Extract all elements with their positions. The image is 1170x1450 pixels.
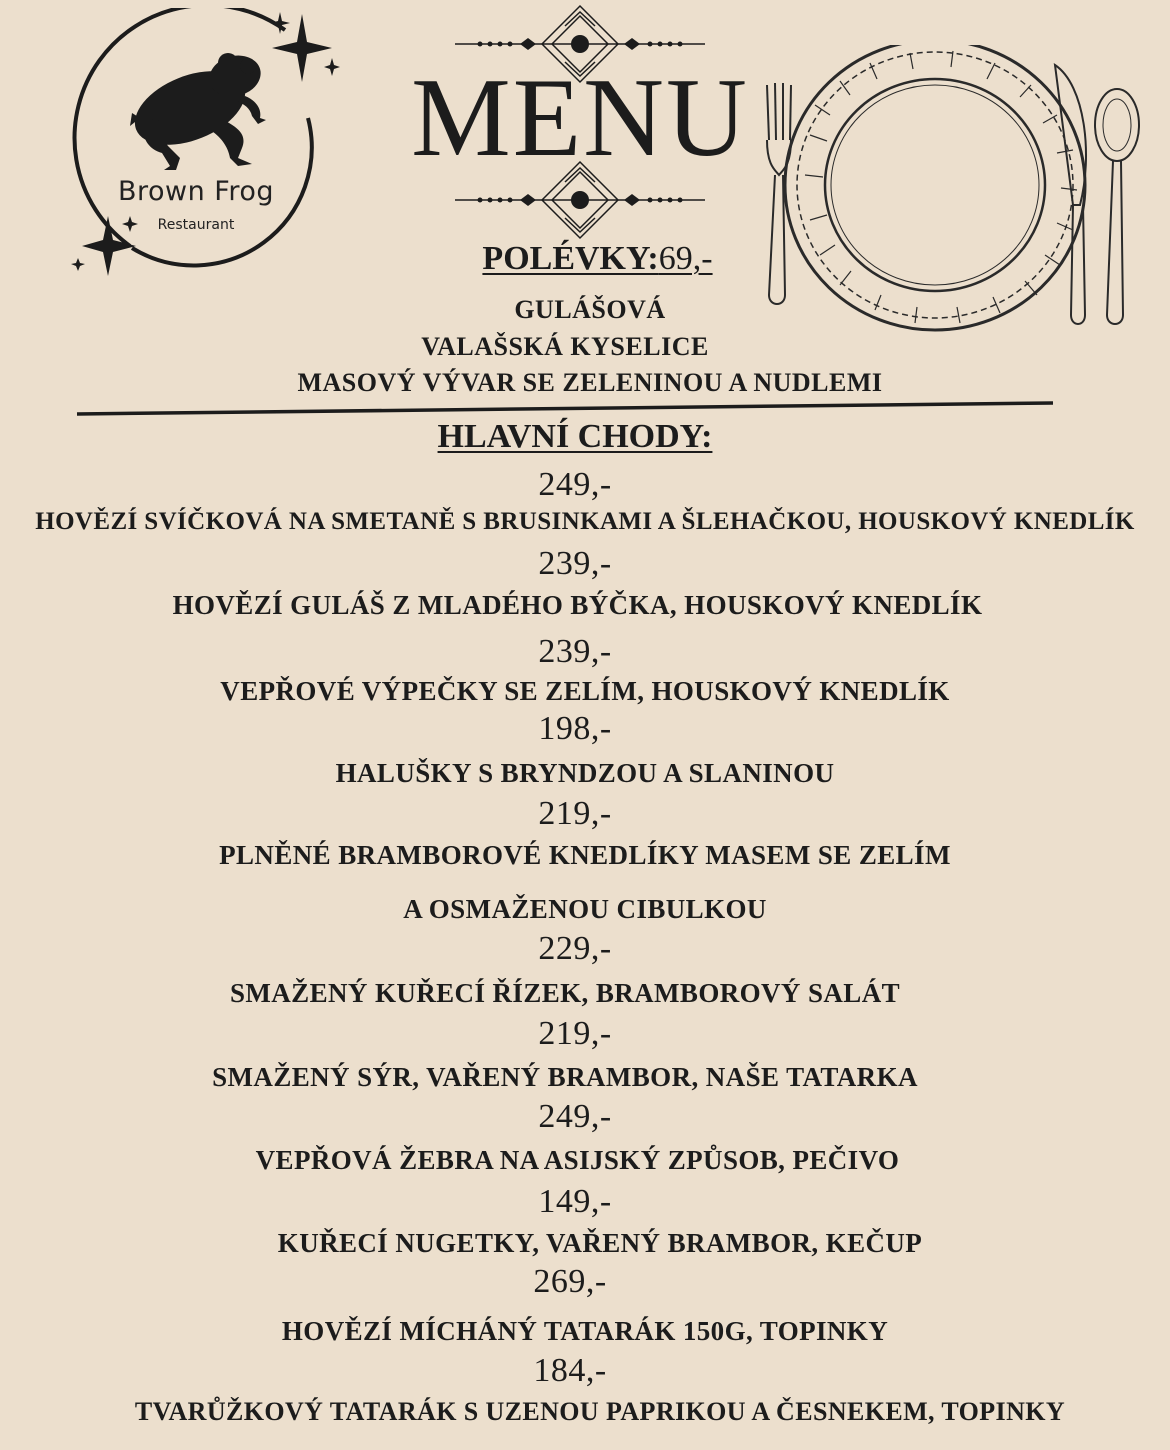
dish-price: 269,-	[533, 1263, 607, 1300]
dish-price: 249,-	[538, 1098, 612, 1135]
ornament-bottom-icon	[420, 160, 740, 240]
dish-name: SMAŽENÝ KUŘECÍ ŘÍZEK, BRAMBOROVÝ SALÁT	[229, 978, 901, 1008]
dish-price: 239,-	[538, 545, 612, 582]
frog-icon	[124, 50, 266, 170]
soup-item: MASOVÝ VÝVAR SE ZELENINOU A NUDLEMI	[297, 368, 883, 397]
menu-title: MENU	[411, 56, 749, 180]
dish-price: 149,-	[538, 1183, 612, 1220]
dish-price: 249,-	[538, 466, 612, 503]
soup-item: VALAŠSKÁ KYSELICE	[421, 332, 709, 361]
dish-name: VEPŘOVÁ ŽEBRA NA ASIJSKÝ ZPŮSOB, PEČIVO	[255, 1145, 900, 1175]
dish-price: 184,-	[533, 1352, 607, 1389]
dish-name: HOVĚZÍ MÍCHÁNÝ TATARÁK 150G, TOPINKY	[281, 1316, 889, 1346]
dish-name: PLNĚNÉ BRAMBOROVÉ KNEDLÍKY MASEM SE ZELÍM	[219, 840, 951, 870]
logo-name: Brown Frog	[117, 176, 275, 207]
mains-heading: HLAVNÍ CHODY:	[437, 418, 713, 455]
dish-name: HALUŠKY S BRYNDZOU A SLANINOU	[335, 758, 835, 788]
logo-subtitle: Restaurant	[157, 217, 235, 233]
dish-name: SMAŽENÝ SÝR, VAŘENÝ BRAMBOR, NAŠE TATARKA	[212, 1062, 918, 1092]
logo-ring	[70, 8, 350, 278]
dish-name: KUŘECÍ NUGETKY, VAŘENÝ BRAMBOR, KEČUP	[277, 1228, 923, 1258]
restaurant-logo	[70, 8, 350, 278]
plate-icon	[785, 45, 1085, 330]
spoon-icon	[1095, 89, 1139, 324]
dish-price: 198,-	[538, 710, 612, 747]
dish-name: HOVĚZÍ GULÁŠ Z MLADÉHO BÝČKA, HOUSKOVÝ KNEDLÍK	[172, 590, 983, 620]
dish-price: 239,-	[538, 633, 612, 670]
soups-price: 69,-	[658, 240, 713, 277]
dish-price: 219,-	[538, 795, 612, 832]
knife-icon	[1055, 65, 1086, 324]
dish-name: TVARŮŽKOVÝ TATARÁK S UZENOU PAPRIKOU A ČESNEKEM, TOPINKY	[134, 1397, 1066, 1426]
dish-name: VEPŘOVÉ VÝPEČKY SE ZELÍM, HOUSKOVÝ KNEDLÍK	[220, 676, 950, 706]
soups-heading	[0, 240, 1170, 278]
dish-name-continued: A OSMAŽENOU CIBULKOU	[403, 894, 767, 924]
soup-item: GULÁŠOVÁ	[514, 295, 666, 324]
sparkle-icon	[71, 12, 340, 276]
soups-heading-label: POLÉVKY:	[482, 240, 659, 277]
dish-price: 229,-	[538, 930, 612, 967]
dish-price: 219,-	[538, 1015, 612, 1052]
dish-name: HOVĚZÍ SVÍČKOVÁ NA SMETANĚ S BRUSINKAMI A ŠLEHAČKOU, HOUSKOVÝ KNEDLÍK	[35, 508, 1135, 535]
